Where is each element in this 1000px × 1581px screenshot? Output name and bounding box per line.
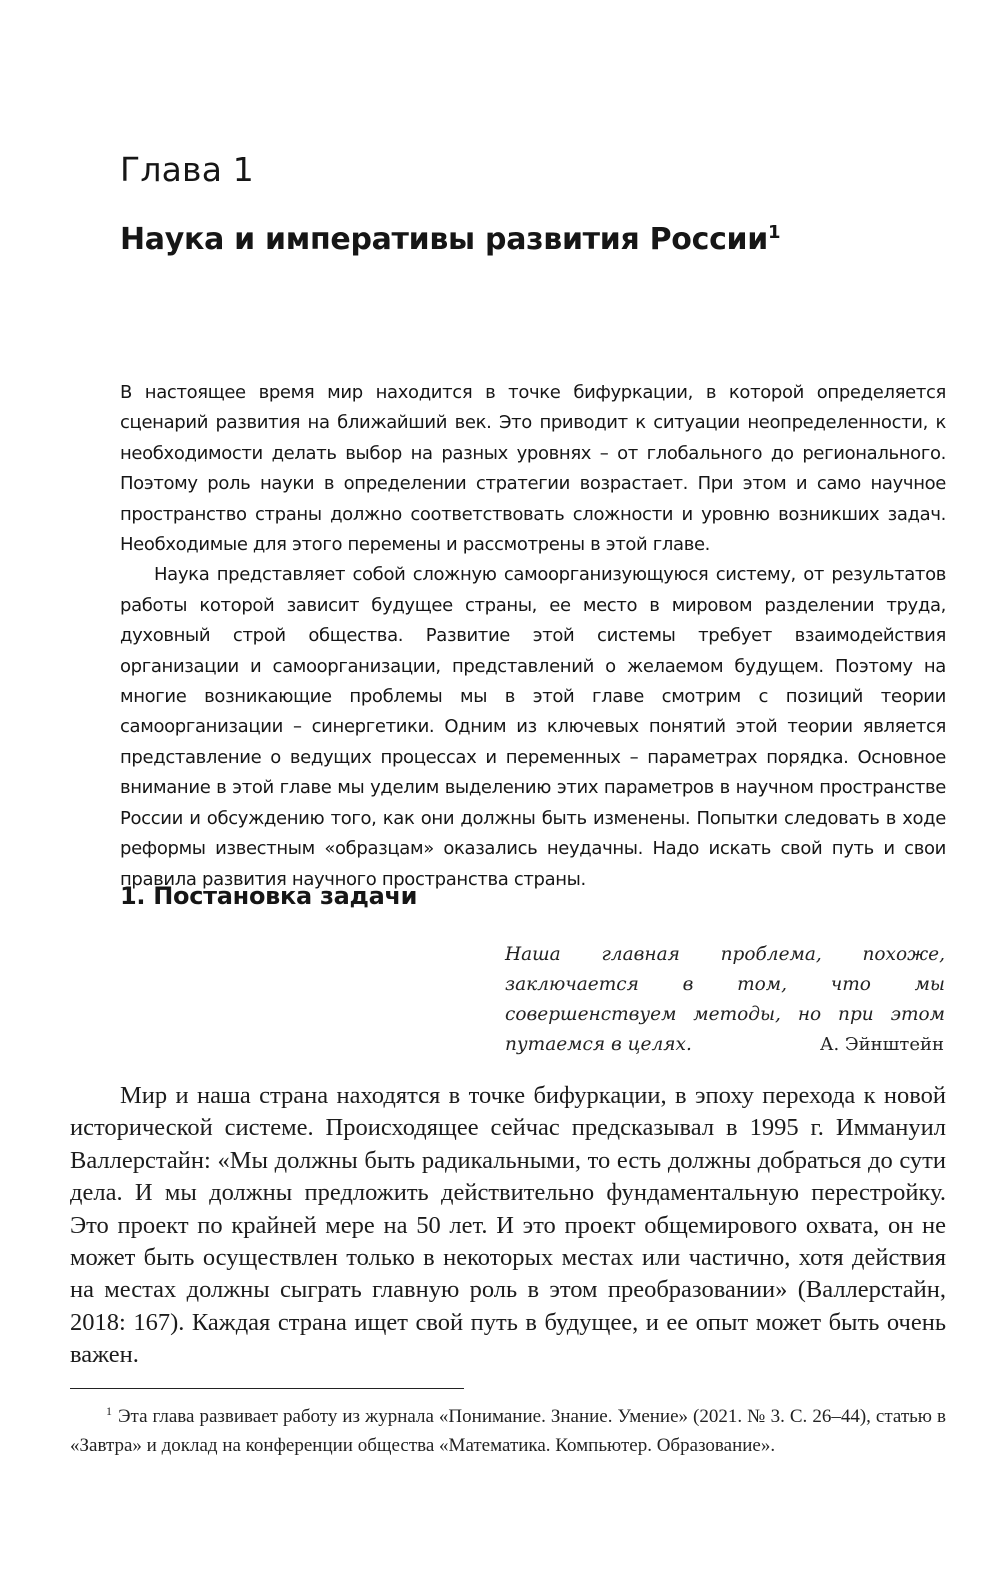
section-heading: 1. Постановка задачи: [120, 882, 418, 910]
epigraph-author: А. Эйнштейн: [819, 1034, 944, 1055]
abstract-paragraph: Наука представляет собой сложную самоорганизующуюся систему, от результатов работы которой зависит будущее страны, ее место в мировом разделении труда, духовный строй общества. Развитие этой системы требует взаимодействия организации и самоорганизации, представлений о желаемом будущем. Поэтому на многие возникающие проблемы мы в этой главе смотрим с позиций теории самоорганизации – синергетики. Одним из ключевых понятий этой теории является представление о ведущих процессах и переменных – параметрах порядка. Основное внимание в этой главе мы уделим выделению этих параметров в научном пространстве России и обсуждению того, как они должны быть изменены. Попытки следовать в ходе реформы известным «образцам» оказались неудачны. Надо искать свой путь и свои правила развития научного пространства страны.: [120, 564, 946, 890]
footnote-text: Эта глава развивает работу из журнала «Понимание. Знание. Умение» (2021. № 3. С. 26–44), статью в «Завтра» и доклад на конференции общества «Математика. Компьютер. Образование».: [70, 1406, 946, 1456]
chapter-title: [120, 222, 780, 257]
chapter-label: Глава 1: [120, 150, 254, 189]
abstract-paragraph: В настоящее время мир находится в точке бифуркации, в которой определяется сценарий развития на ближайший век. Это приводит к ситуации неопределенности, к необходимости делать выбор на разных уровнях – от глобального до регионального. Поэтому роль науки в определении стратегии возрастает. При этом и само научное пространство страны должно соответствовать сложности и уровню возникших задач. Необходимые для этого перемены и рассмотрены в этой главе.: [120, 382, 946, 556]
footnote: [70, 1402, 946, 1460]
body-paragraph: Мир и наша страна находятся в точке бифуркации, в эпоху перехода к новой исторической системе. Происходящее сейчас предсказывал в 1995 г. Иммануил Валлерстайн: «Мы должны быть радикальными, то есть должны добраться до сути дела. И мы должны предложить действительно фундаментальную перестройку. Это проект по крайней мере на 50 лет. И это проект общемирового охвата, он не может быть осуществлен только в некоторых местах или частично, хотя действия на местах должны сыграть главную роль в этом преобразовании» (Валлерстайн, 2018: 167). Каждая страна ищет свой путь в будущее, и ее опыт может быть очень важен.: [70, 1082, 946, 1369]
chapter-abstract: [120, 378, 946, 895]
footnote-mark: 1: [106, 1403, 112, 1418]
footnote-divider: [70, 1388, 464, 1389]
chapter-title-footnote-mark: 1: [768, 222, 781, 243]
chapter-title-text: Наука и императивы развития России: [120, 222, 768, 257]
epigraph-text: Наша главная проблема, похоже, заключается в том, что мы совершенствуем методы, но при этом путаемся в целях.: [505, 944, 945, 1055]
